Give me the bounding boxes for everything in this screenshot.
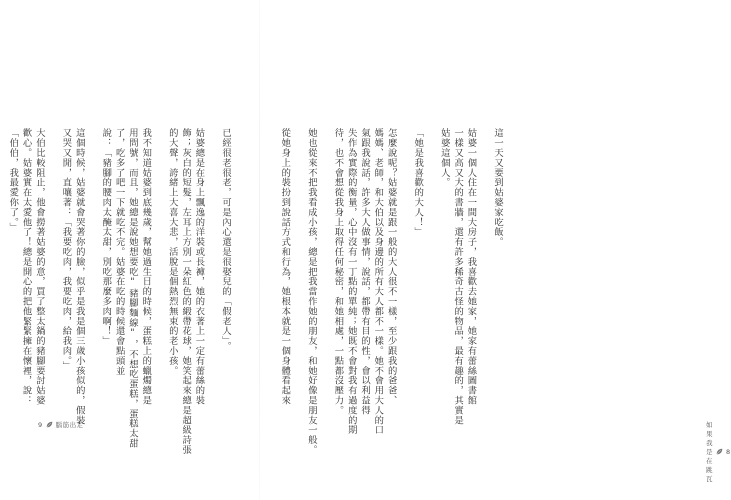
right-page-number: 8 (726, 447, 731, 456)
right-page-body-text: 這一天又要到姑婆家吃飯。 姑婆一個人住在一間大房子，我喜歡去她家，她家有蕾絲圖書館 一樣又高又大的書牆，還有許多稀奇古怪的物品，最有趣的，其實是 姑婆這個人。 「她是我喜歡的大人！」 怎麼說呢？姑婆就是跟一般的大人很不一樣，至少跟我的爸爸、 媽媽、老師，和大伯以及身邊的所有大人都不一樣。她不會用大人的口 氣跟我說話，許多大人做事情，說話，都帶有目的性，會以利益得 失作為實際的衡量，心中沒有一丁點的單純；她既不會對我有過度的期 待，也不會想從我身上取得任何秘密，和她相處，一點都沒壓力。 她也從來不把我看成小孩，總是把我當作她的朋友，和她好像是朋友一般。 從她身上的裝扮到說話方式和行為，她根本就是一個身體看起來 (279, 128, 503, 455)
left-page-body-text: 已經很老很老，可是內心還是很娶兒的「假老人」。 姑婆總是在身上飄逸的洋裝或長褲，她的衣著上一定有蕾絲的裝 飾；灰白的短髮，左耳上方別一朵紅色的緞帶花球，她笑起來總是超級詩張 的大聲，誇緒上大喜大悲，活脫是個熱烈無束的老小孩。 我不知道姑婆到底幾歲，幫她過生日的時候，蛋糕上的蠟燭總是 用問號，而且，她總是說她想要吃"豬腳麵線"，不想吃蛋糕，蛋糕太甜 了，吃多了吧一下就吃不完。姑婆在吃的時候還會點頭並 說：「豬腳的腰肉太醃太甜，別吃那麼多肉啊！」 這個時候，姑婆就會哭著你的臉，似乎是我是個三歲小孩似的，假裝 又哭又閒，直嚷著：「我要吃肉，我要吃肉，給我肉。」 大伯比較阻止，他會撈著姑婆的意，買了整太鍋的豬腳要討姑婆 歡心。姑婆實在太愛他了！總是開心的把他緊緊擁在懷裡，說： 「伯伯，我最愛你了。」 (7, 128, 231, 455)
left-page-running-title: 腦筋出走 (55, 421, 84, 429)
left-page (0, 0, 260, 500)
leaf-icon (716, 448, 723, 455)
right-page-running-title: 如果我是在跳瓦 (706, 421, 713, 483)
right-page-folio (706, 420, 731, 483)
left-page-number: 9 (38, 420, 43, 429)
right-page (260, 0, 731, 500)
left-page-folio (38, 420, 84, 429)
leaf-icon (46, 421, 53, 428)
